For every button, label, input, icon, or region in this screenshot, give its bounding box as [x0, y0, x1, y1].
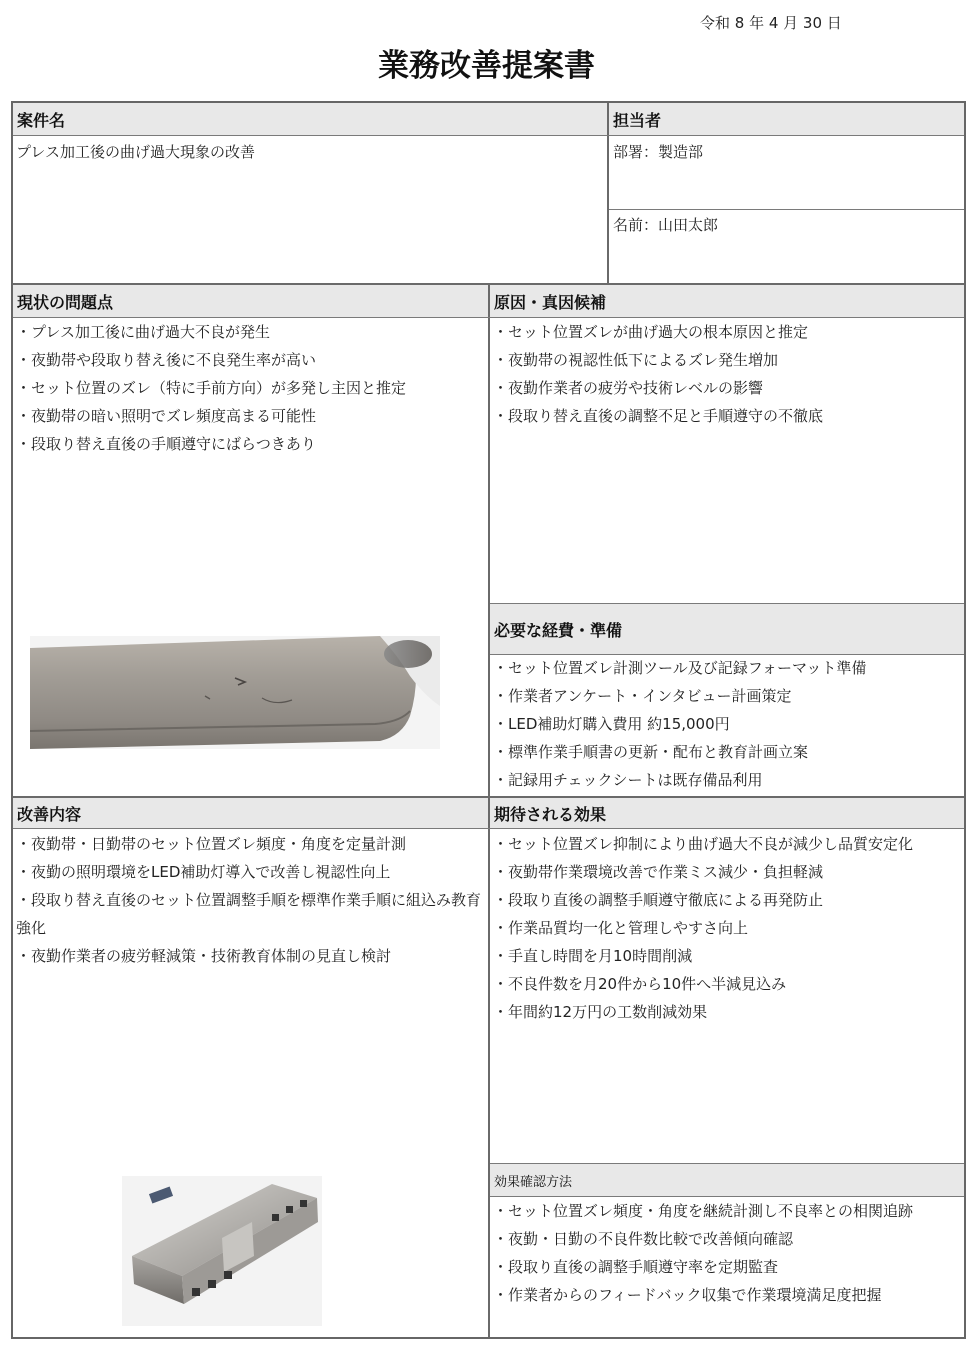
problems-header [13, 285, 488, 317]
causes-header [490, 285, 964, 317]
owner-name: 名前：山田太郎 [613, 216, 719, 234]
project-name-label: 案件名 [17, 110, 66, 130]
owner-label: 担当者 [613, 110, 662, 130]
divider [488, 285, 490, 1337]
list-item: ・段取り替え直後の手順遵守にばらつきあり [16, 435, 316, 453]
list-item: ・作業者からのフィードバック収集で作業環境満足度把握 [493, 1286, 882, 1304]
improvements-label: 改善内容 [17, 804, 82, 824]
bent-metal-image [30, 636, 440, 749]
causes-list [493, 318, 963, 430]
effects-header [490, 798, 964, 828]
list-item: ・夜勤帯の暗い照明でズレ頻度高まる可能性 [16, 407, 317, 425]
list-item: ・不良件数を月20件から10件へ半減見込み [493, 975, 787, 993]
list-item: ・セット位置ズレ頻度・角度を継続計測し不良率との相関追跡 [493, 1202, 914, 1220]
list-item: ・夜勤帯・日勤帯のセット位置ズレ頻度・角度を定量計測 [16, 835, 407, 853]
owner-header [609, 103, 964, 135]
list-item: ・セット位置ズレ抑制により曲げ過大不良が減少し品質安定化 [493, 835, 914, 853]
bent-part-photo [30, 636, 440, 749]
list-item: ・作業者アンケート・インタビュー計画策定 [493, 687, 792, 705]
costs-header [490, 604, 964, 654]
effects-label: 期待される効果 [494, 804, 607, 824]
owner-department: 部署：製造部 [613, 143, 704, 161]
problems-list [16, 318, 486, 458]
list-item: ・夜勤の照明環境をLED補助灯導入で改善し視認性向上 [16, 863, 391, 881]
list-item: ・プレス加工後に曲げ過大不良が発生 [16, 323, 270, 341]
effects-list [493, 830, 963, 1026]
list-item: ・作業品質均一化と管理しやすさ向上 [493, 919, 749, 937]
list-item: ・夜勤帯作業環境改善で作業ミス減少・負担軽減 [493, 863, 824, 881]
verification-header [490, 1164, 964, 1196]
list-item: ・段取り替え直後の調整不足と手順遵守の不徹底 [493, 407, 824, 425]
list-item: ・標準作業手順書の更新・配布と教育計画立案 [493, 743, 809, 761]
list-item: ・年間約12万円の工数削減効果 [493, 1003, 708, 1021]
list-item: ・記録用チェックシートは既存備品利用 [493, 771, 763, 789]
project-name-header [13, 103, 607, 135]
document-title: 業務改善提案書 [378, 48, 595, 84]
list-item: ・LED補助灯購入費用 約15,000円 [493, 715, 730, 733]
list-item: ・段取り替え直後のセット位置調整手順を標準作業手順に組込み教育強化 [16, 891, 482, 937]
improvements-header [13, 798, 488, 828]
list-item: ・夜勤帯や段取り替え後に不良発生率が高い [16, 351, 317, 369]
causes-label: 原因・真因候補 [494, 292, 607, 312]
list-item: ・夜勤帯の視認性低下によるズレ発生増加 [493, 351, 779, 369]
improvements-list [16, 830, 484, 970]
list-item: ・セット位置のズレ（特に手前方向）が多発し主因と推定 [16, 379, 407, 397]
divider [13, 135, 964, 136]
divider [490, 603, 964, 604]
list-item: ・夜勤・日勤の不良件数比較で改善傾向確認 [493, 1230, 794, 1248]
costs-list [493, 654, 963, 794]
divider [609, 209, 964, 210]
list-item: ・段取り直後の調整手順遵守徹底による再発防止 [493, 891, 824, 909]
sheet-metal-part-photo [122, 1176, 322, 1326]
costs-label: 必要な経費・準備 [494, 620, 623, 640]
list-item: ・夜勤作業者の疲労や技術レベルの影響 [493, 379, 764, 397]
list-item: ・段取り直後の調整手順遵守率を定期監査 [493, 1258, 779, 1276]
project-name-value: プレス加工後の曲げ過大現象の改善 [16, 143, 255, 161]
list-item: ・手直し時間を月10時間削減 [493, 947, 693, 965]
verification-list [493, 1197, 963, 1309]
problems-label: 現状の問題点 [17, 292, 114, 312]
list-item: ・夜勤作業者の疲労軽減策・技術教育体制の見直し検討 [16, 947, 392, 965]
divider [13, 828, 964, 829]
document-date: 令和 8 年 4 月 30 日 [700, 14, 842, 32]
list-item: ・セット位置ズレが曲げ過大の根本原因と推定 [493, 323, 809, 341]
divider [607, 103, 609, 285]
divider [13, 796, 964, 798]
list-item: ・セット位置ズレ計測ツール及び記録フォーマット準備 [493, 659, 867, 677]
divider [490, 1163, 964, 1164]
sheet-metal-image [122, 1176, 322, 1326]
verification-label: 効果確認方法 [494, 1174, 573, 1190]
